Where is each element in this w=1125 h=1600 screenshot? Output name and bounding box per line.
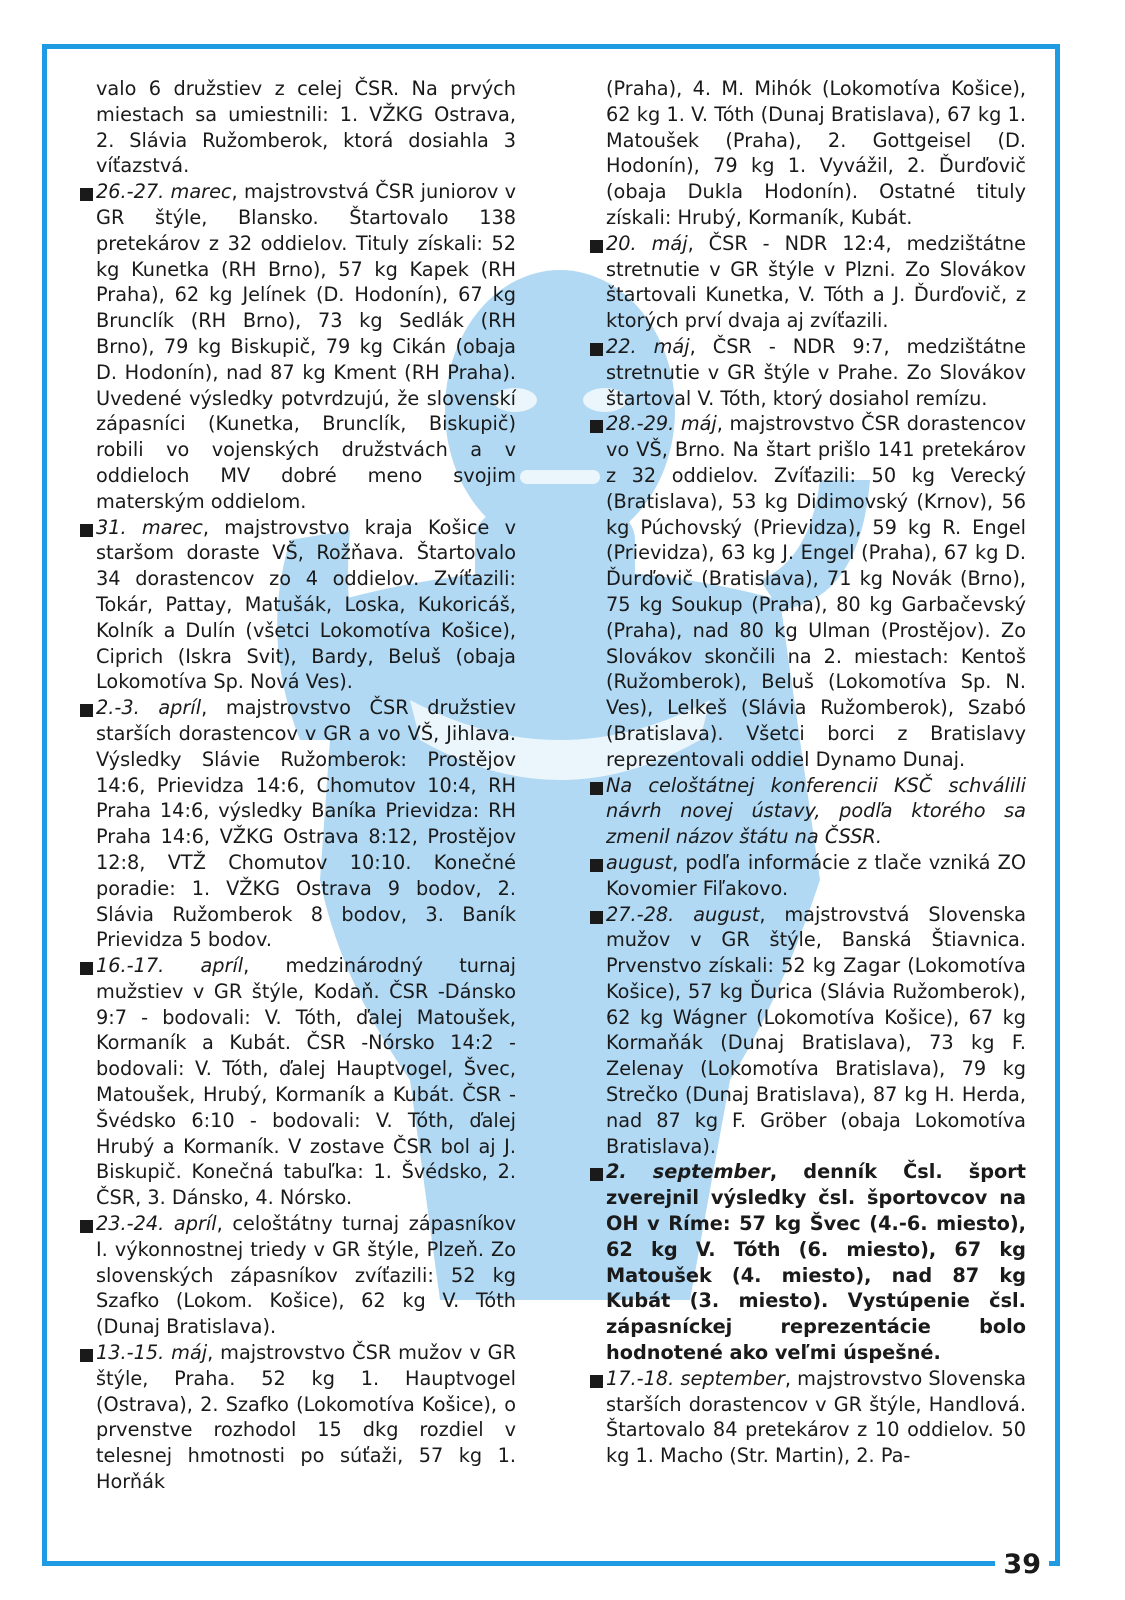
chronicle-entry bbox=[96, 953, 516, 1211]
entry-date: august bbox=[606, 850, 673, 874]
chronicle-entry bbox=[96, 1211, 516, 1340]
chronicle-entry bbox=[96, 515, 516, 696]
chronicle-entry bbox=[606, 411, 1026, 772]
black-square-bullet-icon bbox=[590, 420, 603, 433]
chronicle-entry bbox=[606, 1159, 1026, 1365]
entry-date: 23.-24. apríl bbox=[96, 1212, 217, 1236]
chronicle-entry bbox=[606, 902, 1026, 1160]
entry-text: , majstrovstvá ČSR juniorov v GR štýle, Blansko. Štartovalo 138 pretekárov z 32 oddielov. Tituly získali: 52 kg Kunetka (RH Brno), 57 kg Kapek (RH Praha), 62 kg Jelínek (D. Hodonín), 67 kg Brunclík (RH Brno), 73 kg Sedlák (RH Brno), 79 kg Biskupič, 79 kg Cikán (obaja D. Hodonín), nad 87 kg Kment (RH Praha). Uvedené výsledky potvrdzujú, že slovenskí zápasníci (Kunetka, Brunclík, Biskupič) robili vo vojenských družstvách a v oddieloch MV dobré meno svojim materským oddielom. bbox=[96, 180, 517, 513]
entry-date: 22. máj bbox=[606, 334, 690, 358]
chronicle-entry bbox=[606, 334, 1026, 411]
entry-text: , ČSR - NDR 9:7, medzištátne stretnutie v GR štýle v Prahe. Zo Slovákov štartoval V. Tóth, ktorý dosiahol remízu. bbox=[606, 334, 1026, 410]
black-square-bullet-icon bbox=[590, 240, 603, 253]
entry-text: valo 6 družstiev z celej ČSR. Na prvých miestach sa umiestnili: 1. VŽKG Ostrava, 2. Slávia Ružomberok, ktorá dosiahla 3 víťazstvá. bbox=[96, 77, 516, 178]
black-square-bullet-icon bbox=[590, 859, 603, 872]
entry-text: , denník Čsl. šport zverejnil výsledky čsl. športovcov na OH v Ríme: 57 kg Švec (4.-6. miesto), 62 kg V. Tóth (6. miesto), 67 kg Matoušek (4. miesto), nad 87 kg Kubát (3. miesto). Vystúpenie čsl. zápasníckej reprezentácie bolo hodnotené ako veľmi úspešné. bbox=[606, 1160, 1026, 1365]
black-square-bullet-icon bbox=[590, 1375, 603, 1388]
entry-date: 28.-29. máj bbox=[606, 412, 717, 436]
entry-text: , majstrovstvo kraja Košice v staršom doraste VŠ, Rožňava. Štartovalo 34 dorastencov zo 4 oddielov. Zvíťazili: Tokár, Pattay, Matušák, Loska, Kukoricáš, Kolník a Dulín (všetci Lokomotíva Košice), Ciprich (Iskra Svit), Bardy, Beluš (obaja Lokomotíva Sp. Nová Ves). bbox=[96, 515, 516, 694]
black-square-bullet-icon bbox=[80, 704, 93, 717]
entry-text: , majstrovstvo ČSR dorastencov vo VŠ, Brno. Na štart prišlo 141 pretekárov z 32 oddielov. Zvíťazili: 50 kg Verecký (Bratislava), 53 kg Didimovský (Krnov), 56 kg Púchovský (Prievidza), 59 kg R. Engel (Prievidza), 63 kg J. Engel (Praha), 67 kg D. Ďurďovič (Bratislava), 71 kg Novák (Brno), 75 kg Soukup (Praha), 80 kg Garbačevský (Praha), nad 80 kg Ulman (Prostějov). Zo Slovákov skončili na 2. miestach: Kentoš (Ružomberok), Beluš (Lokomotíva Sp. N. Ves), Lelkeš (Slávia Ružomberok), Szabó (Bratislava). Všetci borci z Bratislavy reprezentovali oddiel Dynamo Dunaj. bbox=[606, 412, 1026, 771]
black-square-bullet-icon bbox=[590, 343, 603, 356]
right-text-column bbox=[606, 76, 1026, 1469]
left-text-column bbox=[96, 76, 516, 1495]
entry-date: 27.-28. august bbox=[606, 902, 760, 926]
black-square-bullet-icon bbox=[590, 782, 603, 795]
chronicle-entry bbox=[606, 76, 1026, 231]
entry-text: , majstrovstvo Slovenska starších dorastencov v GR štýle, Handlová. Štartovalo 84 pretekárov z 10 oddielov. 50 kg 1. Macho (Str. Martin), 2. Pa- bbox=[606, 1366, 1027, 1468]
black-square-bullet-icon bbox=[80, 188, 93, 201]
entry-text: , podľa informácie z tlače vzniká ZO Kovomier Fiľakovo. bbox=[606, 850, 1026, 900]
entry-text: , medzinárodný turnaj mužstiev v GR štýle, Kodaň. ČSR -Dánsko 9:7 - bodovali: V. Tóth, ďalej Matoušek, Kormaník a Kubát. ČSR -Nórsko 14:2 - bodovali: V. Tóth, ďalej Hauptvogel, Švec, Matoušek, Hrubý, Kormaník a Kubát. ČSR - Švédsko 6:10 - bodovali: V. Tóth, ďalej Hrubý a Kormaník. V zostave ČSR bol aj J. Biskupič. Konečná tabuľka: 1. Švédsko, 2. ČSR, 3. Dánsko, 4. Nórsko. bbox=[96, 954, 517, 1210]
entry-date: 2. september bbox=[606, 1160, 770, 1184]
entry-text: Na celoštátnej konferencii KSČ schválili návrh novej ústavy, podľa ktorého sa zmenil názov štátu na ČSSR. bbox=[606, 773, 1026, 849]
chronicle-entry bbox=[606, 231, 1026, 334]
entry-text: , majstrovstvá Slovenska mužov v GR štýle, Banská Štiavnica. Prvenstvo získali: 52 kg Zagar (Lokomotíva Košice), 57 kg Ďurica (Slávia Ružomberok), 62 kg Wágner (Lokomotíva Košice), 67 kg Kormaňák (Dunaj Bratislava), 73 kg F. Zelenay (Lokomotíva Bratislava), 79 kg Strečko (Dunaj Bratislava), 87 kg H. Herda, nad 87 kg F. Gröber (obaja Lokomotíva Bratislava). bbox=[606, 902, 1027, 1158]
entry-text: , majstrovstvo ČSR mužov v GR štýle, Praha. 52 kg 1. Hauptvogel (Ostrava), 2. Szafko (Lokomotíva Košice), o prvenstve rozhodol 15 dkg rozdiel v telesnej hmotnosti po súťaži, 57 kg 1. Horňák bbox=[96, 1341, 516, 1494]
entry-date: 26.-27. marec bbox=[96, 180, 232, 204]
entry-text: , ČSR - NDR 12:4, medzištátne stretnutie v GR štýle v Plzni. Zo Slovákov štartovali Kunetka, V. Tóth a J. Ďurďovič, z ktorých prví dvaja aj zvíťazili. bbox=[606, 231, 1026, 333]
chronicle-entry bbox=[606, 1366, 1026, 1469]
chronicle-entry bbox=[606, 850, 1026, 902]
entry-text: , celoštátny turnaj zápasníkov I. výkonnostnej triedy v GR štýle, Plzeň. Zo slovenských zápasníkov zvíťazili: 52 kg Szafko (Lokom. Košice), 62 kg V. Tóth (Dunaj Bratislava). bbox=[96, 1212, 517, 1339]
entry-date: 13.-15. máj bbox=[96, 1341, 208, 1365]
chronicle-entry bbox=[96, 1340, 516, 1495]
entry-date: 20. máj bbox=[606, 231, 688, 255]
entry-date: 31. marec bbox=[96, 515, 203, 539]
chronicle-entry bbox=[606, 773, 1026, 850]
black-square-bullet-icon bbox=[590, 911, 603, 924]
entry-date: 2.-3. apríl bbox=[96, 696, 202, 720]
entry-date: 16.-17. apríl bbox=[96, 954, 244, 978]
chronicle-entry bbox=[96, 179, 516, 514]
black-square-bullet-icon bbox=[80, 962, 93, 975]
black-square-bullet-icon bbox=[80, 1220, 93, 1233]
entry-text: (Praha), 4. M. Mihók (Lokomotíva Košice), 62 kg 1. V. Tóth (Dunaj Bratislava), 67 kg 1. Matoušek (Praha), 2. Gottgeisel (D. Hodonín), 79 kg 1. Vyvážil, 2. Ďurďovič (obaja Dukla Hodonín). Ostatné tituly získali: Hrubý, Kormaník, Kubát. bbox=[606, 77, 1026, 229]
chronicle-entry bbox=[96, 76, 516, 179]
entry-text: , majstrovstvo ČSR družstiev starších dorastencov v GR a vo VŠ, Jihlava. Výsledky Slávie Ružomberok: Prostějov 14:6, Prievidza 14:6, Chomutov 10:4, RH Praha 14:6, výsledky Baníka Prievidza: RH Praha 14:6, VŽKG Ostrava 8:12, Prostějov 12:8, VTŽ Chomutov 10:10. Konečné poradie: 1. VŽKG Ostrava 9 bodov, 2. Slávia Ružomberok 8 bodov, 3. Baník Prievidza 5 bodov. bbox=[96, 696, 516, 952]
chronicle-entry bbox=[96, 695, 516, 953]
entry-date: 17.-18. september bbox=[606, 1366, 785, 1390]
black-square-bullet-icon bbox=[590, 1168, 603, 1181]
black-square-bullet-icon bbox=[80, 524, 93, 537]
page-number: 39 bbox=[995, 1548, 1049, 1582]
black-square-bullet-icon bbox=[80, 1349, 93, 1362]
